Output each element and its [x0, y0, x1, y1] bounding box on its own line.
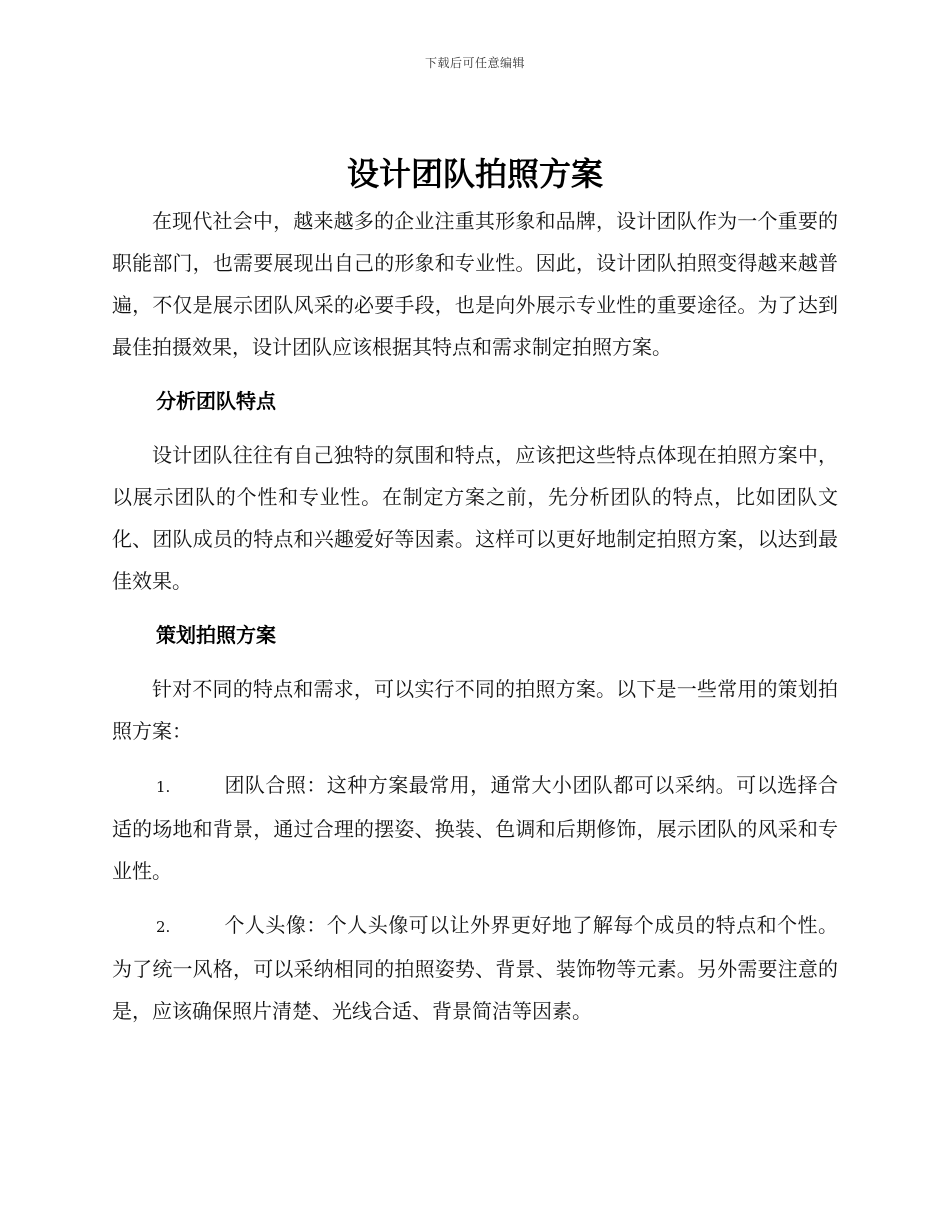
- intro-paragraph: 在现代社会中，越来越多的企业注重其形象和品牌，设计团队作为一个重要的职能部门，也需要展现出自己的形象和专业性。因此，设计团队拍照变得越来越普遍，不仅是展示团队风采的必要手段，也是向外展示专业性的重要途径。为了达到最佳拍摄效果，设计团队应该根据其特点和需求制定拍照方案。: [112, 209, 838, 359]
- planning-paragraph: 针对不同的特点和需求，可以实行不同的拍照方案。以下是一些常用的策划拍照方案：: [112, 677, 838, 743]
- list-item: [112, 764, 838, 892]
- list-item: [112, 904, 838, 1032]
- list-number: 1.: [156, 778, 171, 796]
- document-body: [112, 152, 838, 1032]
- section-heading-analysis: 分析团队特点: [156, 389, 276, 413]
- list-item-text: 个人头像：个人头像可以让外界更好地了解每个成员的特点和个性。为了统一风格，可以采纳相同的拍照姿势、背景、装饰物等元素。另外需要注意的是，应该确保照片清楚、光线合适、背景简洁等因素。: [112, 913, 838, 1023]
- list-item-text: 团队合照：这种方案最常用，通常大小团队都可以采纳。可以选择合适的场地和背景，通过合理的摆姿、换装、色调和后期修饰，展示团队的风采和专业性。: [112, 773, 838, 883]
- page-header: 下载后可任意编辑: [424, 56, 525, 70]
- analysis-paragraph: 设计团队往往有自己独特的氛围和特点，应该把这些特点体现在拍照方案中，以展示团队的个性和专业性。在制定方案之前，先分析团队的特点，比如团队文化、团队成员的特点和兴趣爱好等因素。这样可以更好地制定拍照方案，以达到最佳效果。: [112, 443, 838, 593]
- section-heading-planning: 策划拍照方案: [156, 623, 276, 647]
- list-number: 2.: [156, 918, 171, 936]
- document-title: 设计团队拍照方案: [346, 155, 603, 193]
